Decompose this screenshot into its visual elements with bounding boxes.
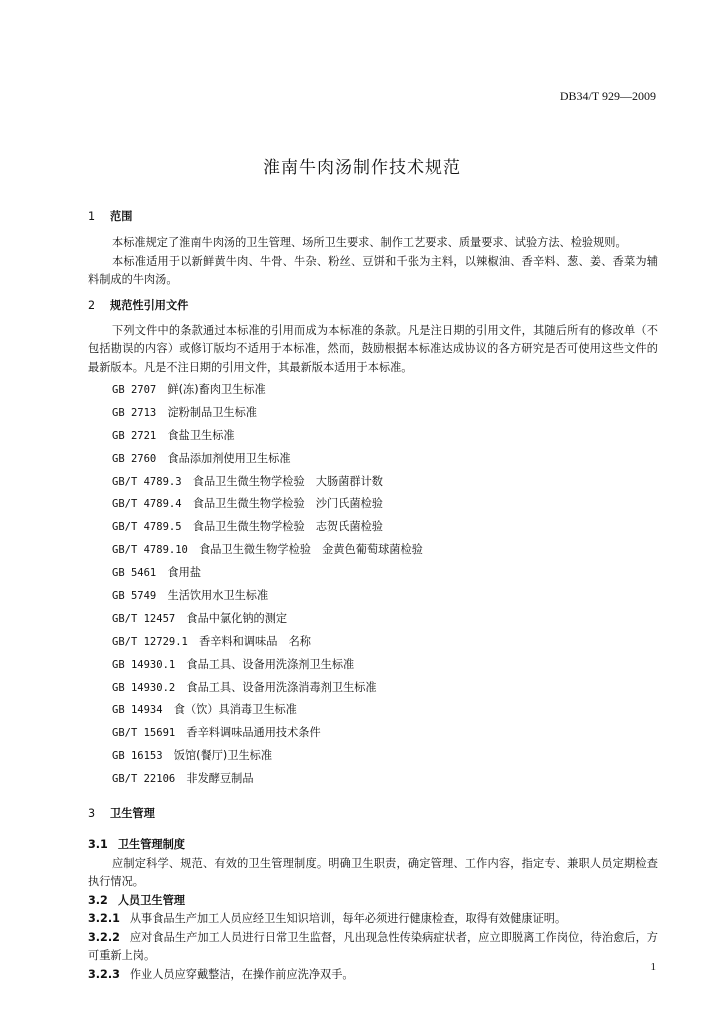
reference-item: GB 2707 鲜(冻)畜肉卫生标准 bbox=[112, 383, 266, 396]
section-title: 卫生管理 bbox=[110, 807, 155, 821]
reference-item: GB/T 4789.3 食品卫生微生物学检验 大肠菌群计数 bbox=[112, 474, 383, 488]
subsection-3-1-heading: 3.1 卫生管理制度 bbox=[88, 838, 185, 852]
subsection-3-2-1: 3.2.1 从事食品生产加工人员应经卫生知识培训，每年必须进行健康检查，取得有效健康证明。 bbox=[88, 912, 567, 926]
section-number: 2 bbox=[88, 298, 96, 312]
reference-item: GB 2721 食盐卫生标准 bbox=[112, 428, 235, 442]
subsection-3-2-heading: 3.2 人员卫生管理 bbox=[88, 893, 185, 907]
document-body bbox=[88, 208, 658, 984]
reference-item: GB/T 4789.10 食品卫生微生物学检验 金黄色葡萄球菌检验 bbox=[112, 543, 423, 557]
reference-item: GB/T 12729.1 香辛料和调味品 名称 bbox=[112, 634, 311, 648]
section-number: 3 bbox=[88, 807, 96, 821]
reference-list bbox=[88, 379, 658, 791]
reference-item: GB 2760 食品添加剂使用卫生标准 bbox=[112, 451, 291, 465]
reference-item: GB 14934 食（饮）具消毒卫生标准 bbox=[112, 703, 297, 717]
page-number: 1 bbox=[650, 961, 656, 973]
document-code: DB34/T 929—2009 bbox=[559, 89, 656, 103]
section-title: 规范性引用文件 bbox=[110, 298, 189, 312]
reference-item: GB/T 22106 非发酵豆制品 bbox=[112, 772, 254, 786]
reference-item: GB/T 15691 香辛料调味品通用技术条件 bbox=[112, 726, 321, 740]
subsection-3-2-3: 3.2.3 作业人员应穿戴整洁，在操作前应洗净双手。 bbox=[88, 967, 354, 981]
section-title: 范围 bbox=[110, 210, 133, 223]
reference-item: GB 2713 淀粉制品卫生标准 bbox=[112, 405, 257, 419]
section-3-heading bbox=[88, 805, 658, 823]
references-intro: 下列文件中的条款通过本标准的引用而成为本标准的条款。凡是注日期的引用文件，其随后所有的修改单（不包括勘误的内容）或修订版均不适用于本标准，然而，鼓励根据本标准达成协议的各方研究是否可使用这些文件的最新版本。凡是不注日期的引用文件，其最新版本适用于本标准。 bbox=[88, 323, 658, 374]
reference-item: GB 14930.2 食品工具、设备用洗涤消毒剂卫生标准 bbox=[112, 680, 377, 694]
subsection-3-1-text: 应制定科学、规范、有效的卫生管理制度。明确卫生职责，确定管理、工作内容，指定专、兼职人员定期检查执行情况。 bbox=[88, 856, 658, 889]
reference-item: GB/T 12457 食品中氯化钠的测定 bbox=[112, 611, 288, 625]
scope-paragraph-2: 本标准适用于以新鲜黄牛肉、牛骨、牛杂、粉丝、豆饼和千张为主料，以辣椒油、香辛料、葱、姜、香菜为辅料制成的牛肉汤。 bbox=[88, 254, 658, 286]
reference-item: GB 16153 饭馆(餐厅)卫生标准 bbox=[112, 749, 273, 763]
reference-item: GB 5749 生活饮用水卫生标准 bbox=[112, 589, 269, 603]
subsection-3-2-2: 3.2.2 应对食品生产加工人员进行日常卫生监督，凡出现急性传染病症状者，应立即脱离工作岗位，待治愈后，方可重新上岗。 bbox=[88, 930, 658, 963]
section-1-heading bbox=[88, 208, 658, 226]
reference-item: GB 5461 食用盐 bbox=[112, 566, 202, 580]
section-number: 1 bbox=[88, 210, 96, 223]
reference-item: GB 14930.1 食品工具、设备用洗涤剂卫生标准 bbox=[112, 657, 355, 671]
reference-item: GB/T 4789.4 食品卫生微生物学检验 沙门氏菌检验 bbox=[112, 497, 383, 511]
scope-paragraph-1: 本标准规定了淮南牛肉汤的卫生管理、场所卫生要求、制作工艺要求、质量要求、试验方法、检验规则。 bbox=[112, 236, 627, 249]
page-title: 淮南牛肉汤制作技术规范 bbox=[263, 158, 461, 178]
section-2-heading bbox=[88, 297, 658, 315]
reference-item: GB/T 4789.5 食品卫生微生物学检验 志贺氏菌检验 bbox=[112, 520, 383, 534]
